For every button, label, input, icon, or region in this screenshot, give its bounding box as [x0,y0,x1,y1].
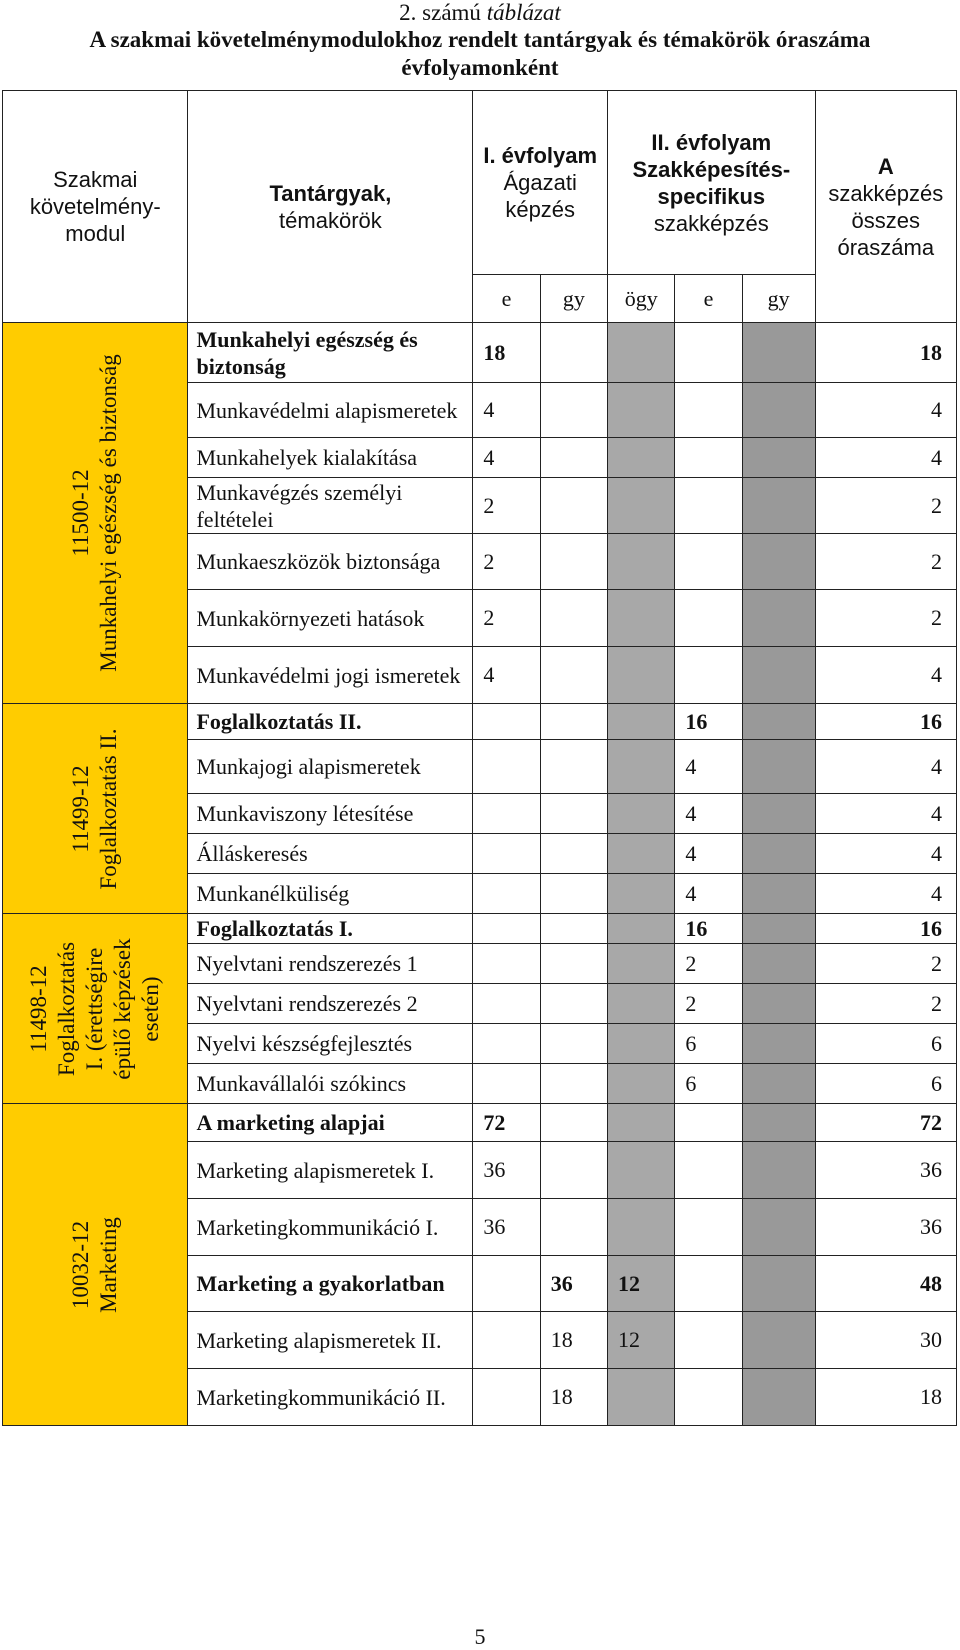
sub-e1: e [473,275,540,323]
total-cell: 4 [815,383,956,438]
subject-header-l1: Tantárgyak, [269,180,392,206]
year1-e-cell [473,1256,540,1312]
year1-e-cell [473,914,540,944]
year2-e-cell [675,1199,742,1256]
summer-practice-cell [608,834,675,874]
subject-cell: Foglalkoztatás II. [188,704,473,740]
subject-cell: Munkavállalói szókincs [188,1064,473,1104]
summer-practice-cell [608,323,675,383]
subject-cell: Marketingkommunikáció II. [188,1369,473,1426]
year2-e-cell [675,478,742,534]
summer-practice-cell [608,794,675,834]
summer-practice-cell [608,944,675,984]
module-cell [3,704,188,914]
year2-gy-cell [742,1142,815,1199]
sub-gy2: gy [742,275,815,323]
year2-gy-cell [742,914,815,944]
module-cell [3,914,188,1104]
year1-gy-cell: 18 [540,1312,607,1369]
table-number-text: 2. számú [399,0,487,25]
summer-practice-cell [608,704,675,740]
year1-gy-cell [540,1064,607,1104]
year2-e-cell [675,1142,742,1199]
year1-e-cell: 4 [473,438,540,478]
year1-e-cell [473,794,540,834]
total-cell: 6 [815,1024,956,1064]
year1-e-cell [473,740,540,794]
summer-practice-cell: 12 [608,1256,675,1312]
summer-practice-cell [608,590,675,647]
total-cell: 48 [815,1256,956,1312]
year1-gy-cell [540,834,607,874]
subject-cell: A marketing alapjai [188,1104,473,1142]
year1-gy-cell [540,383,607,438]
year1-gy-cell [540,1199,607,1256]
table-number [0,0,960,26]
module-cell [3,1104,188,1426]
sub-gy1: gy [540,275,607,323]
year2-gy-cell [742,438,815,478]
total-cell: 4 [815,794,956,834]
year1-gy-cell [540,534,607,590]
table-row [3,914,957,944]
year2-l3: specifikus [657,183,766,209]
subject-cell: Marketing a gyakorlatban [188,1256,473,1312]
module-name: Foglalkoztatás [54,941,80,1076]
year2-gy-cell [742,647,815,704]
year1-gy-cell [540,323,607,383]
module-label [67,1217,123,1313]
module-code: 10032-12 [68,1220,94,1309]
module-header: Szakmai követelmény-modul [3,91,188,323]
module-name: épülő képzések [110,937,136,1080]
year1-e-cell: 2 [473,534,540,590]
summer-practice-cell [608,1142,675,1199]
year2-gy-cell [742,1199,815,1256]
module-code: 11499-12 [68,764,94,853]
total-l2: szakképzés [828,180,944,206]
subject-cell: Nyelvtani rendszerezés 1 [188,944,473,984]
year2-e-cell: 4 [675,834,742,874]
module-label [67,728,123,889]
summer-practice-cell [608,383,675,438]
summer-practice-cell [608,984,675,1024]
year2-gy-cell [742,794,815,834]
total-cell: 4 [815,834,956,874]
summer-practice-cell [608,647,675,704]
year2-gy-cell [742,874,815,914]
subject-header [188,91,473,323]
year1-e-cell: 36 [473,1142,540,1199]
year2-l2: Szakképesítés- [632,156,791,182]
year2-gy-cell [742,1312,815,1369]
year1-e-cell: 2 [473,590,540,647]
year1-gy-cell: 36 [540,1256,607,1312]
module-label [67,354,123,671]
total-cell: 6 [815,1064,956,1104]
summer-practice-cell [608,1064,675,1104]
year2-gy-cell [742,534,815,590]
year2-e-cell [675,323,742,383]
year2-e-cell [675,1256,742,1312]
year2-gy-cell [742,834,815,874]
module-code: 11500-12 [68,469,94,557]
year1-gy-cell [540,438,607,478]
year1-gy-cell [540,1104,607,1142]
year2-e-cell [675,383,742,438]
total-cell: 2 [815,944,956,984]
page-number: 5 [474,1624,486,1649]
year2-e-cell [675,438,742,478]
subject-cell: Munkakörnyezeti hatások [188,590,473,647]
total-cell: 72 [815,1104,956,1142]
year2-e-cell [675,1312,742,1369]
subject-cell: Álláskeresés [188,834,473,874]
year2-e-cell: 6 [675,1024,742,1064]
module-label [25,938,165,1079]
year1-gy-cell [540,740,607,794]
year1-gy-cell [540,478,607,534]
year1-e-cell [473,704,540,740]
year2-e-cell: 16 [675,704,742,740]
year1-e-cell [473,874,540,914]
year1-e-cell [473,944,540,984]
year2-e-cell [675,647,742,704]
year2-gy-cell [742,740,815,794]
total-cell: 2 [815,478,956,534]
year2-gy-cell [742,944,815,984]
year1-e-cell [473,834,540,874]
total-header [815,91,956,323]
module-name: I. (érettségire [82,947,108,1070]
year2-e-cell: 4 [675,874,742,914]
sub-e2: e [675,275,742,323]
year2-gy-cell [742,704,815,740]
subject-cell: Foglalkoztatás I. [188,914,473,944]
subject-cell: Nyelvtani rendszerezés 2 [188,984,473,1024]
year2-gy-cell [742,1369,815,1426]
year1-gy-cell [540,1142,607,1199]
year2-e-cell: 2 [675,984,742,1024]
year2-gy-cell [742,1024,815,1064]
subject-cell: Munkaviszony létesítése [188,794,473,834]
year1-gy-cell [540,944,607,984]
total-cell: 4 [815,740,956,794]
year1-gy-cell [540,874,607,914]
year2-gy-cell [742,323,815,383]
year2-gy-cell [742,1104,815,1142]
summer-practice-cell [608,914,675,944]
total-l4: óraszáma [837,234,935,260]
subject-header-l2: témakörök [279,207,382,233]
year1-gy-cell: 18 [540,1369,607,1426]
subject-cell: Munkavédelmi alapismeretek [188,383,473,438]
year2-header [608,91,816,275]
year1-e-cell: 18 [473,323,540,383]
year1-e-cell [473,1312,540,1369]
year2-e-cell [675,1104,742,1142]
module-code: 11498-12 [26,964,52,1053]
total-cell: 2 [815,534,956,590]
summer-practice-cell [608,740,675,794]
year2-e-cell: 16 [675,914,742,944]
total-cell: 30 [815,1312,956,1369]
module-name: Marketing [96,1216,122,1313]
module-cell [3,323,188,704]
year2-gy-cell [742,984,815,1024]
year2-e-cell [675,590,742,647]
year1-gy-cell [540,590,607,647]
total-cell: 36 [815,1199,956,1256]
table-row [3,323,957,383]
year2-e-cell: 4 [675,740,742,794]
total-cell: 4 [815,438,956,478]
subject-cell: Marketing alapismeretek I. [188,1142,473,1199]
year2-l1: II. évfolyam [651,129,772,155]
table-title: A szakmai követelménymodulokhoz rendelt tantárgyak és témakörök óraszáma évfolyamonként [89,27,871,80]
year2-l4: szakképzés [653,210,769,236]
subject-cell: Munkahelyi egészség és biztonság [188,323,473,383]
total-l3: összes [851,207,921,233]
table-row [3,1104,957,1142]
subject-cell: Marketing alapismeretek II. [188,1312,473,1369]
subject-cell: Munkanélküliség [188,874,473,914]
year2-gy-cell [742,1256,815,1312]
subject-cell: Marketingkommunikáció I. [188,1199,473,1256]
total-cell: 4 [815,874,956,914]
year1-e-cell: 72 [473,1104,540,1142]
year1-gy-cell [540,794,607,834]
subject-cell: Munkajogi alapismeretek [188,740,473,794]
year1-gy-cell [540,984,607,1024]
year1-e-cell [473,984,540,1024]
subject-cell: Munkahelyek kialakítása [188,438,473,478]
summer-practice-cell [608,534,675,590]
year2-gy-cell [742,478,815,534]
year1-e-cell [473,1064,540,1104]
module-name: esetén) [138,975,164,1042]
year1-e-cell: 4 [473,647,540,704]
year1-gy-cell [540,1024,607,1064]
year1-gy-cell [540,647,607,704]
sub-ogy: ögy [608,275,675,323]
year2-e-cell [675,534,742,590]
table-row [3,704,957,740]
year1-e-cell: 2 [473,478,540,534]
summer-practice-cell [608,1369,675,1426]
summer-practice-cell [608,1024,675,1064]
year1-e-cell: 4 [473,383,540,438]
header-row [3,91,957,275]
summer-practice-cell [608,1199,675,1256]
total-cell: 4 [815,647,956,704]
year2-e-cell: 2 [675,944,742,984]
subject-cell: Munkavédelmi jogi ismeretek [188,647,473,704]
total-cell: 16 [815,914,956,944]
total-cell: 2 [815,590,956,647]
year1-gy-cell [540,914,607,944]
table-body [3,323,957,1426]
year1-e-cell [473,1024,540,1064]
summer-practice-cell [608,438,675,478]
table-number-italic: táblázat [486,0,561,25]
total-l1: A [877,153,894,179]
year2-e-cell [675,1369,742,1426]
total-cell: 36 [815,1142,956,1199]
module-name: Munkahelyi egészség és biztonság [96,354,122,672]
year1-gy-cell [540,704,607,740]
year1-l2: Ágazati képzés [503,170,577,222]
hours-table [2,90,957,1426]
summer-practice-cell: 12 [608,1312,675,1369]
total-cell: 18 [815,323,956,383]
total-cell: 18 [815,1369,956,1426]
year2-gy-cell [742,383,815,438]
summer-practice-cell [608,1104,675,1142]
year1-e-cell [473,1369,540,1426]
year1-e-cell: 36 [473,1199,540,1256]
subject-cell: Nyelvi készségfejlesztés [188,1024,473,1064]
subject-cell: Munkavégzés személyi feltételei [188,478,473,534]
subject-cell: Munkaeszközök biztonsága [188,534,473,590]
year2-e-cell: 4 [675,794,742,834]
module-name: Foglalkoztatás II. [96,728,122,889]
total-cell: 2 [815,984,956,1024]
table-caption [0,0,960,82]
year2-e-cell: 6 [675,1064,742,1104]
year2-gy-cell [742,1064,815,1104]
summer-practice-cell [608,478,675,534]
year1-l1: I. évfolyam [483,143,598,168]
total-cell: 16 [815,704,956,740]
summer-practice-cell [608,874,675,914]
year2-gy-cell [742,590,815,647]
year1-header [473,91,608,275]
